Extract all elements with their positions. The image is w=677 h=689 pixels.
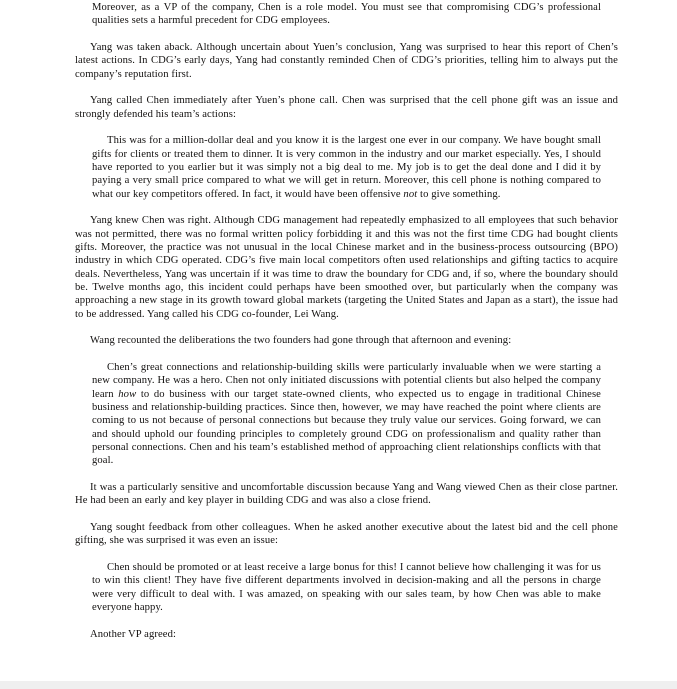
paragraph-yang-sought-feedback: Yang sought feedback from other colleagues. When he asked another executive about the latest bid and the cell phone gifting, she was surprised it was even an issue: [75, 522, 618, 547]
page-bottom-edge [0, 681, 677, 689]
paragraph-yang-called-chen: Yang called Chen immediately after Yuen’s phone call. Chen was surprised that the cell phone gift was an issue and strongly defended his team’s actions: [75, 95, 618, 120]
emphasis-how: how [118, 388, 137, 400]
quote-text-segment-1: Chen’s great connections and relationship-building skills were particularly invaluable when we were starting a new company. He was a hero. Chen not only initiated discussions with potential clients but also helped the company learn [92, 362, 601, 400]
paragraph-sensitive-discussion: It was a particularly sensitive and uncomfortable discussion because Yang and Wang viewed Chen as their close partner. He had been an early and key player in building CDG and was also a close friend. [75, 482, 618, 507]
blockquote-executive-response: Chen should be promoted or at least receive a large bonus for this! I cannot believe how challenging it was for us to win this client! They have five different departments involved in decision-making and all the persons in charge were very difficult to deal with. I was amazed, on speaking with our sales team, by how Chen was able to make everyone happy. [92, 562, 601, 614]
emphasis-not: not [403, 188, 418, 200]
paragraph-yang-knew-chen-was-right: Yang knew Chen was right. Although CDG management had repeatedly emphasized to all employees that such behavior was not permitted, there was no formal written policy forbidding it and this was not the first time CDG had bought clients gifts. Moreover, the practice was not unusual in the local Chinese market and in the business-process outsourcing (BPO) industry in which CDG operated. CDG’s five main local competitors often used relationships and gifting tactics to acquire deals. Nevertheless, Yang was uncertain if it was time to draw the boundary for CDG and, if so, where the boundary should be. Twelve months ago, this incident could perhaps have been smoothed over, but particularly when the company was approaching a new stage in its growth toward global markets (targeting the United States and Japan as a start), the issue had to be addressed. Yang called his CDG co-founder, Lei Wang. [75, 215, 618, 320]
quote-text-segment-2: to do business with our target state-owned clients, who expected us to engage in traditional Chinese business and relationship-building practices. Since then, however, we may have reached the point where clients are coming to us not because of personal connections but because they truly value our services. Going forward, we can and should uphold our founding principles to completely ground CDG on professionalism and quality rather than personal connections. Chen and his team’s established method of approaching client relationships conflicts with that goal. [92, 388, 601, 467]
blockquote-chen-defense [92, 134, 601, 201]
quote-text-segment-1: This was for a million-dollar deal and you know it is the largest one ever in our company. We have bought small gifts for clients or treated them to dinner. It is very common in the industry and our market especially. Yes, I should have reported to you earlier but it was simply not a big deal to me. My job is to get the deal done and I did it by paying a very small price compared to what we will get in return. Moreover, this cell phone is nothing compared to what our key competitors offered. In fact, it would have been offensive [92, 135, 601, 200]
paragraph-yang-taken-aback: Yang was taken aback. Although uncertain about Yuen’s conclusion, Yang was surprised to hear this report of Chen’s latest actions. In CDG’s early days, Yang had constantly reminded Chen of CDG’s priorities, telling him to always put the company’s reputation first. [75, 41, 618, 80]
blockquote-wang-deliberations [92, 361, 601, 468]
paragraph-another-vp-agreed: Another VP agreed: [90, 628, 177, 640]
paragraph-wang-recounted: Wang recounted the deliberations the two founders had gone through that afternoon and evening: [90, 335, 512, 347]
document-text-column [75, 1, 618, 641]
quote-text-segment-2: to give something. [417, 188, 501, 200]
paragraph-continuation-quote: Moreover, as a VP of the company, Chen is a role model. You must see that compromising CDG’s professional qualities sets a harmful precedent for CDG employees. [92, 2, 601, 27]
